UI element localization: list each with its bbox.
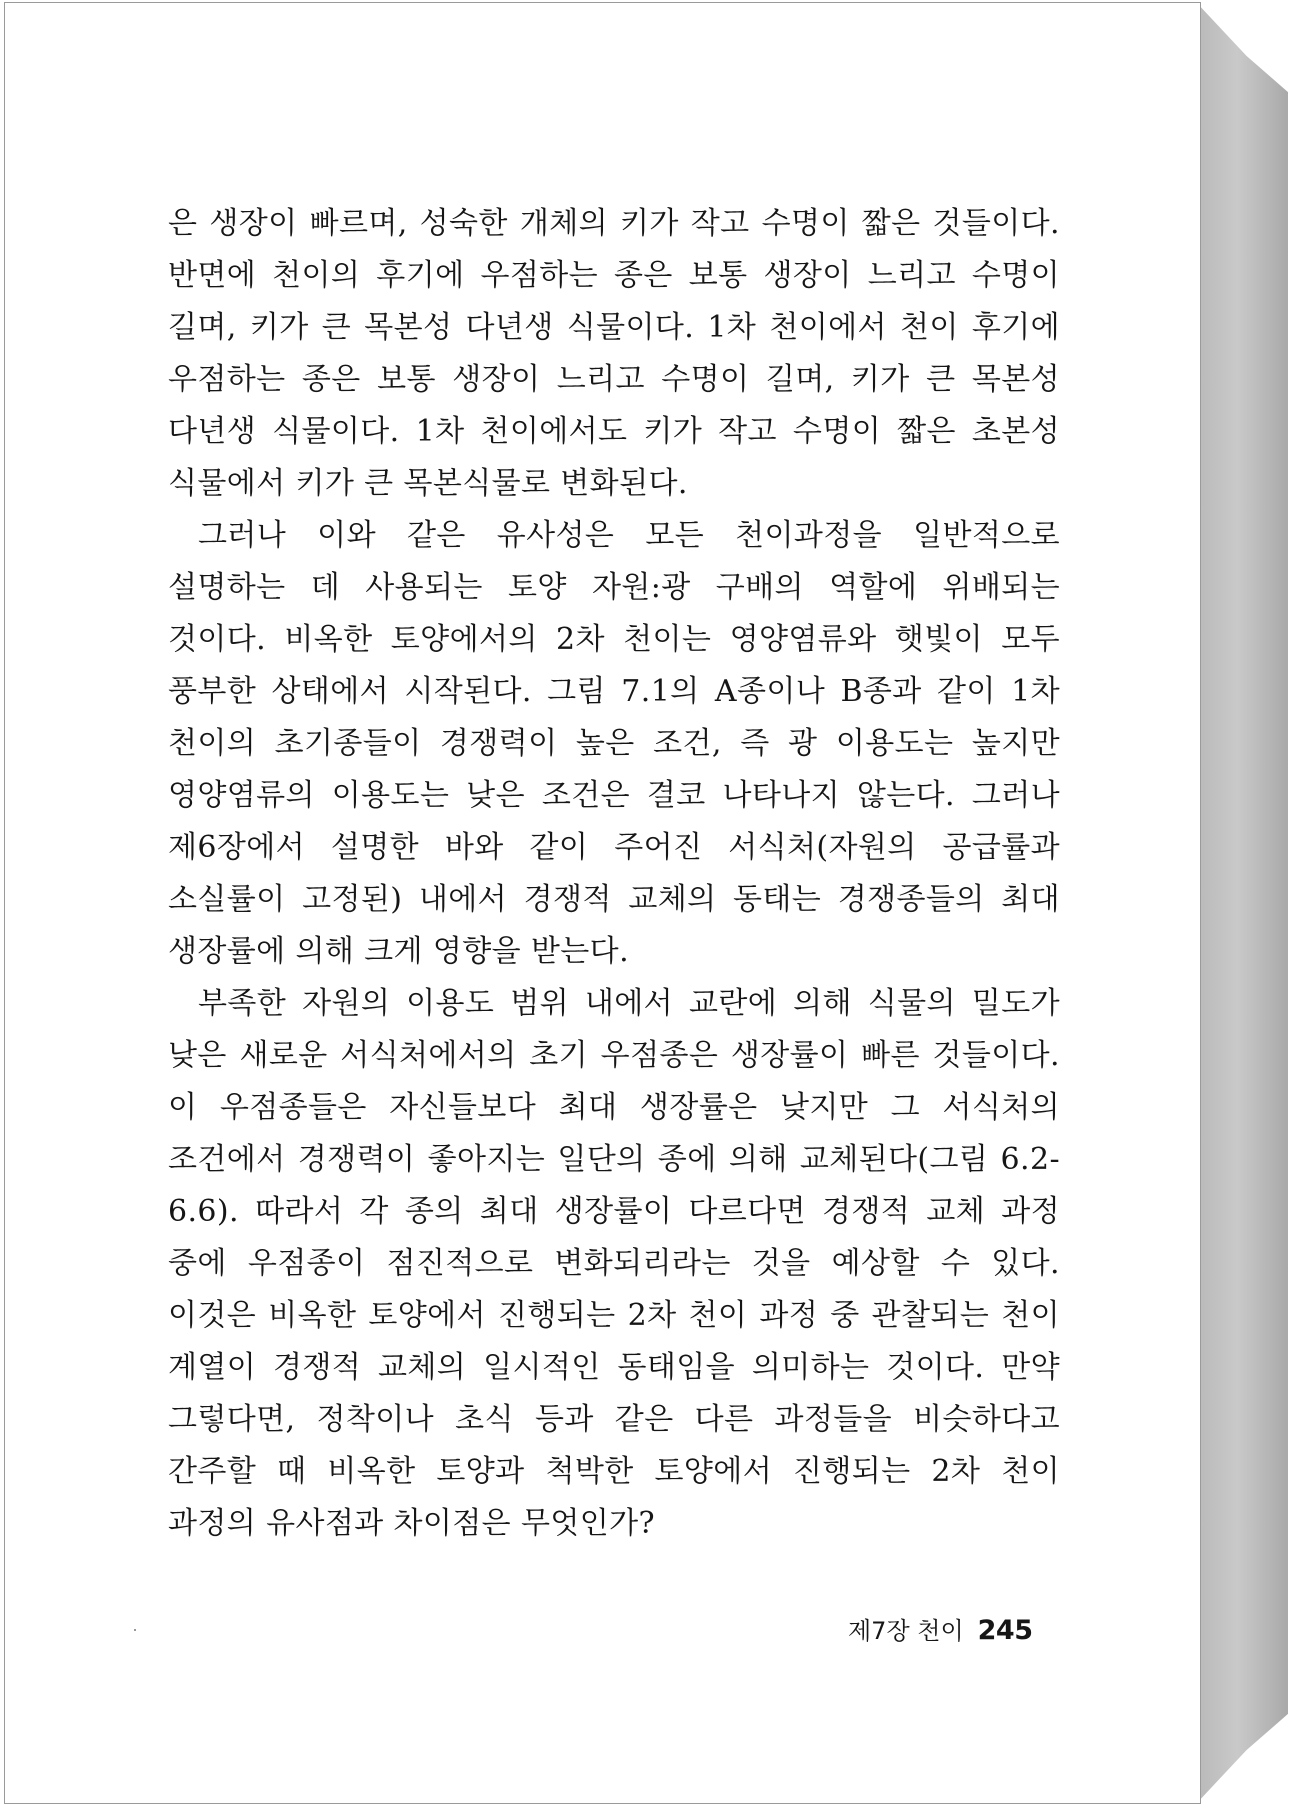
scan-speck — [134, 1629, 136, 1631]
chapter-title: 제7장 천이 — [848, 1617, 964, 1645]
body-text — [168, 198, 1060, 1550]
paragraph: 부족한 자원의 이용도 범위 내에서 교란에 의해 식물의 밀도가 낮은 새로운 서식처에서의 초기 우점종은 생장률이 빠른 것들이다. 이 우점종들은 자신들보다 최대 생장률은 낮지만 그 서식처의 조건에서 경쟁력이 좋아지는 일단의 종에 의해 교체된다(그림 6.2-6.6). 따라서 각 종의 최대 생장률이 다르다면 경쟁적 교체 과정 중에 우점종이 점진적으로 변화되리라는 것을 예상할 수 있다. 이것은 비옥한 토양에서 진행되는 2차 천이 과정 중 관찰되는 천이 계열이 경쟁적 교체의 일시적인 동태임을 의미하는 것이다. 만약 그렇다면, 정착이나 초식 등과 같은 다른 과정들을 비슷하다고 간주할 때 비옥한 토양과 척박한 토양에서 진행되는 2차 천이 과정의 유사점과 차이점은 무엇인가? — [168, 986, 1060, 1541]
page-number: 245 — [977, 1615, 1033, 1646]
paragraph-continued: 은 생장이 빠르며, 성숙한 개체의 키가 작고 수명이 짧은 것들이다. 반면에 천이의 후기에 우점하는 종은 보통 생장이 느리고 수명이 길며, 키가 큰 목본성 다년생 식물이다. 1차 천이에서 천이 후기에 우점하는 종은 보통 생장이 느리고 수명이 길며, 키가 큰 목본성 다년생 식물이다. 1차 천이에서도 키가 작고 수명이 짧은 초본성 식물에서 키가 큰 목본식물로 변화된다. — [168, 206, 1060, 501]
paragraph: 그러나 이와 같은 유사성은 모든 천이과정을 일반적으로 설명하는 데 사용되는 토양 자원:광 구배의 역할에 위배되는 것이다. 비옥한 토양에서의 2차 천이는 영양염류와 햇빛이 모두 풍부한 상태에서 시작된다. 그림 7.1의 A종이나 B종과 같이 1차 천이의 초기종들이 경쟁력이 높은 조건, 즉 광 이용도는 높지만 영양염류의 이용도는 낮은 조건은 결코 나타나지 않는다. 그러나 제6장에서 설명한 바와 같이 주어진 서식처(자원의 공급률과 소실률이 고정된) 내에서 경쟁적 교체의 동태는 경쟁종들의 최대 생장률에 의해 크게 영향을 받는다. — [168, 518, 1060, 969]
page-footer — [848, 1611, 1033, 1646]
page-edge — [1196, 2, 1288, 1804]
